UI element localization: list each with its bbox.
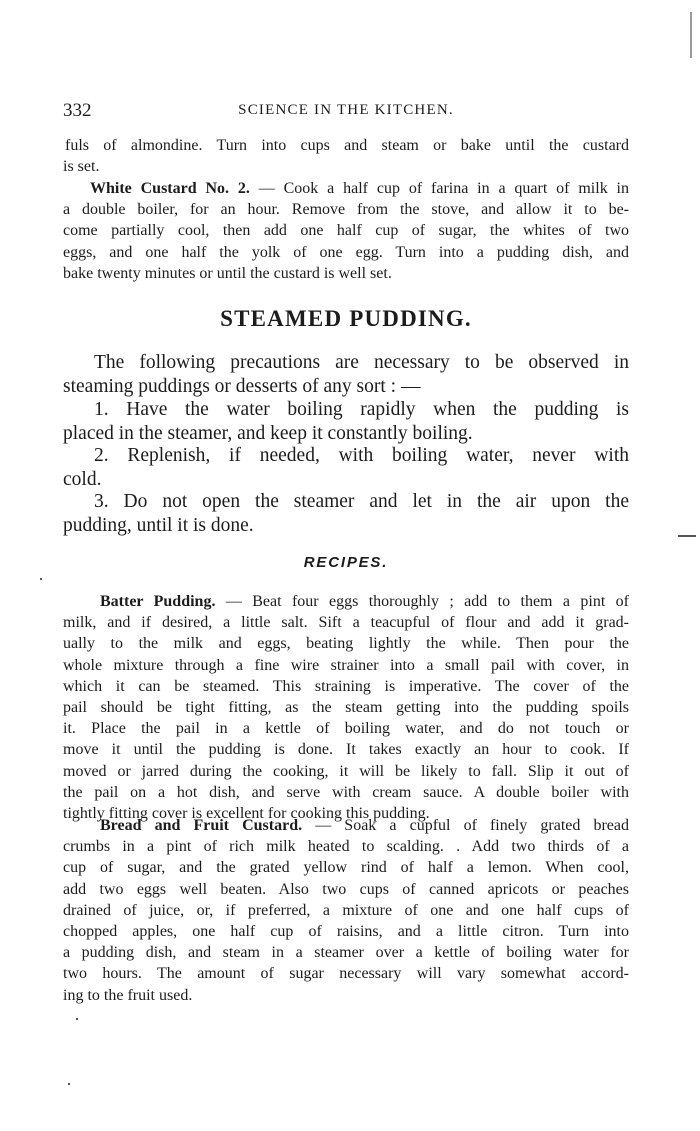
text-line: chopped apples, one half cup of raisins, and a little citron. Turn into [63, 923, 629, 941]
intro-paragraph [63, 351, 629, 399]
text-line: milk, and if desired, a little salt. Sift a teacupful of flour and add it grad- [63, 614, 629, 632]
text-line: eggs, and one half the yolk of one egg. Turn into a pudding dish, and [63, 243, 629, 261]
running-head: SCIENCE IN THE KITCHEN. [238, 102, 454, 118]
text-line: bake twenty minutes or until the custard is well set. [63, 264, 392, 282]
white-custard-paragraph [63, 178, 629, 284]
text-line: fuls of almondine. Turn into cups and steam or bake until the custard [65, 137, 629, 154]
text-line: cold. [63, 468, 102, 490]
precaution-item [63, 398, 629, 446]
text-line: which it can be steamed. This straining is imperative. The cover of the [63, 677, 629, 695]
text-line: crumbs in a pint of rich milk heated to scalding. . Add two thirds of a [63, 838, 629, 856]
text-line: pudding, until it is done. [63, 514, 254, 536]
text-line: the pail on a hot dish, and serve with cream sauce. A double boiler with [63, 783, 629, 801]
text-line: pail should be tight fitting, as the steam getting into the pudding spoils [63, 699, 629, 717]
text-line: The following precautions are necessary to be observed in [94, 352, 629, 373]
text-line: add two eggs well beaten. Also two cups of canned apricots or peaches [63, 880, 629, 898]
text-line [63, 815, 629, 836]
scan-speck [40, 578, 42, 580]
text-line: ing to the fruit used. [63, 986, 193, 1004]
text-line: 1. Have the water boiling rapidly when the pudding is [94, 399, 629, 420]
text-line: come partially cool, then add one half cup of sugar, the whites of two [63, 222, 629, 240]
precaution-item [63, 490, 629, 538]
text-line: a pudding dish, and steam in a steamer over a kettle of boiling water for [63, 944, 629, 962]
text-line [63, 591, 629, 612]
scan-speck [76, 1018, 78, 1020]
text-line: 3. Do not open the steamer and let in the air upon the [94, 491, 629, 512]
text-line: it. Place the pail in a kettle of boiling water, and do not touch or [63, 720, 629, 738]
page-header [63, 100, 629, 124]
text-line: moved or jarred during the cooking, it will be likely to fall. Slip it out of [63, 762, 629, 780]
recipe-title: White Custard No. 2. [90, 180, 250, 197]
scan-speck [68, 1083, 70, 1085]
text-line: two hours. The amount of sugar necessary will vary somewhat accord- [63, 965, 629, 983]
recipe-title: Bread and Fruit Custard. [100, 817, 303, 834]
section-title: STEAMED PUDDING. [220, 306, 472, 331]
text-line: move it until the pudding is done. It takes exactly an hour to cook. If [63, 741, 629, 759]
batter-pudding-paragraph [63, 591, 629, 824]
text-line: is set. [63, 158, 100, 176]
recipe-text: — Beat four eggs thoroughly ; add to them a pint of [215, 593, 629, 610]
recipe-text: — Cook a half cup of farina in a quart of milk in [249, 180, 629, 197]
text-line: tightly fitting cover is excellent for cooking this pudding. [63, 805, 430, 823]
page-number: 332 [63, 100, 92, 121]
text-line: steaming puddings or desserts of any sort : — [63, 375, 421, 397]
text-line: placed in the steamer, and keep it constantly boiling. [63, 422, 473, 444]
recipe-title: Batter Pudding. [100, 593, 216, 610]
text-line: cup of sugar, and the grated yellow rind of half a lemon. When cool, [63, 859, 629, 877]
recipe-text: — Soak a cupful of finely grated bread [302, 817, 629, 834]
text-line: whole mixture through a fine wire strainer into a small pail with cover, in [63, 656, 629, 674]
text-line: drained of juice, or, if preferred, a mixture of one and one half cups of [63, 901, 629, 919]
text-line: a double boiler, for an hour. Remove from the stove, and allow it to be- [63, 201, 629, 219]
text-line: 2. Replenish, if needed, with boiling water, never with [94, 445, 629, 466]
text-line [63, 178, 629, 199]
recipes-heading: RECIPES. [303, 554, 389, 571]
continuation-paragraph [63, 135, 629, 177]
scan-edge-mark [690, 12, 692, 58]
text-line: ually to the milk and eggs, beating lightly the while. Then pour the [63, 635, 629, 653]
bread-fruit-custard-paragraph [63, 815, 629, 1006]
precaution-item [63, 444, 629, 492]
scan-edge-mark [678, 535, 696, 537]
